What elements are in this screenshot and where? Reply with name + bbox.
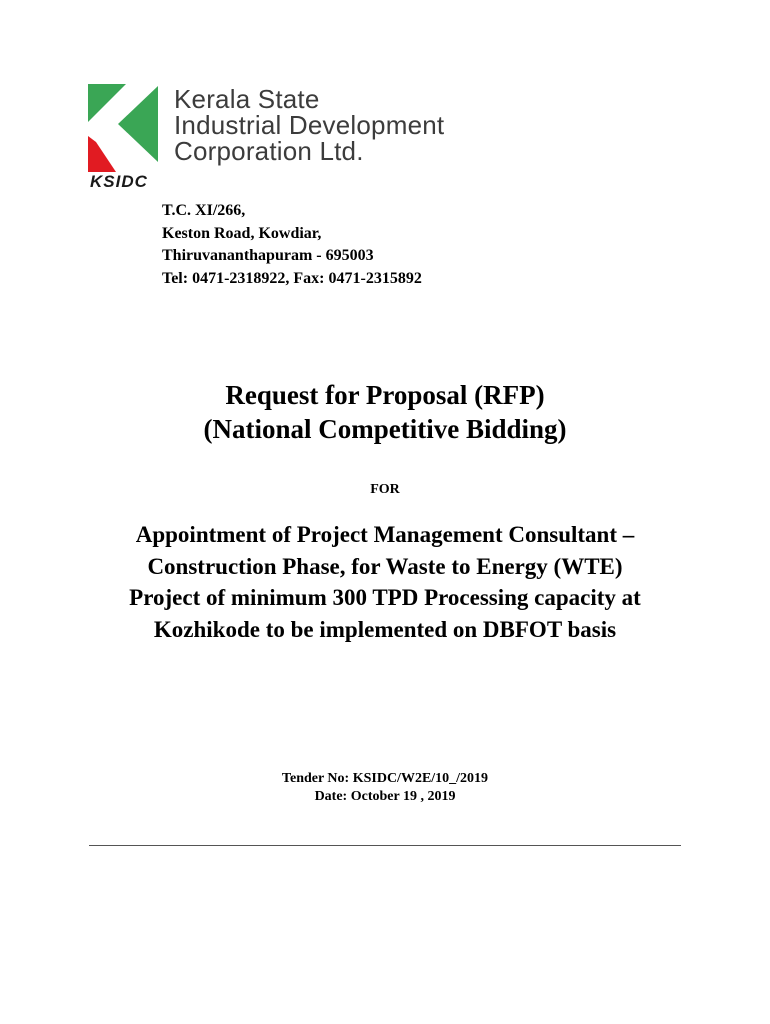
tender-info	[0, 770, 770, 806]
address-contact-line: Tel: 0471-2318922, Fax: 0471-2315892	[162, 269, 422, 287]
address-line: Keston Road, Kowdiar,	[162, 224, 322, 242]
tender-number: Tender No: KSIDC/W2E/10_/2019	[281, 771, 489, 786]
ksidc-logo-name	[174, 86, 444, 164]
subject-line: Construction Phase, for Waste to Energy (WTE)	[147, 553, 623, 579]
title-line-rfp: Request for Proposal (RFP)	[225, 380, 545, 410]
logo-name-line: Industrial Development	[174, 110, 445, 140]
subject-line: Appointment of Project Management Consultant –	[135, 522, 635, 547]
logo-abbreviation: KSIDC	[90, 172, 148, 191]
horizontal-rule	[89, 845, 681, 846]
title-line-bidding: (National Competitive Bidding)	[203, 414, 567, 444]
address-line: Thiruvananthapuram - 695003	[162, 247, 374, 264]
ksidc-logo-mark-icon	[88, 84, 168, 174]
logo-name-line: Corporation Ltd.	[174, 136, 364, 166]
ksidc-logo	[88, 84, 528, 194]
document-title	[0, 378, 770, 446]
rfp-subject	[60, 519, 710, 645]
subject-line: Project of minimum 300 TPD Processing capacity at	[129, 585, 641, 610]
logo-name-line: Kerala State	[174, 84, 320, 114]
tender-date: Date: October 19 , 2019	[314, 789, 456, 804]
for-label: FOR	[370, 482, 400, 497]
subject-line: Kozhikode to be implemented on DBFOT basis	[153, 616, 617, 642]
office-address	[162, 200, 422, 290]
address-line: T.C. XI/266,	[162, 202, 246, 219]
